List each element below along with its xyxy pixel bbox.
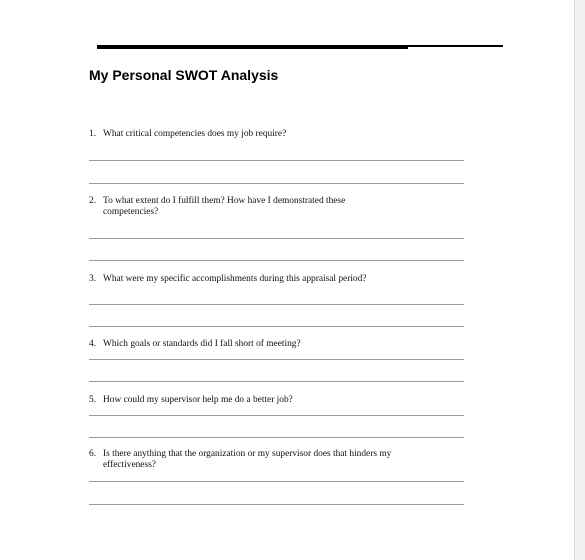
question-text: What were my specific accomplishments during this appraisal period?	[103, 274, 367, 284]
question-number: 4.	[89, 339, 97, 349]
question-text: To what extent do I fulfill them? How have I demonstrated these competencies?	[103, 196, 346, 217]
question-text: What critical competencies does my job require?	[103, 129, 287, 139]
answer-line[interactable]	[89, 238, 464, 239]
question-number: 1.	[89, 129, 97, 139]
answer-line[interactable]	[89, 415, 464, 416]
answer-line[interactable]	[89, 183, 464, 184]
question-number: 3.	[89, 274, 97, 284]
answer-line[interactable]	[89, 260, 464, 261]
question-text: How could my supervisor help me do a better job?	[103, 395, 293, 405]
answer-line[interactable]	[89, 481, 464, 482]
question-number: 2.	[89, 196, 97, 206]
answer-line[interactable]	[89, 304, 464, 305]
answer-line[interactable]	[89, 437, 464, 438]
page-title: My Personal SWOT Analysis	[89, 67, 279, 83]
header-rule-thick	[97, 45, 408, 49]
question-text: Is there anything that the organization or my supervisor does that hinders my effectiveness?	[103, 449, 392, 470]
answer-line[interactable]	[89, 381, 464, 382]
answer-line[interactable]	[89, 326, 464, 327]
answer-line[interactable]	[89, 359, 464, 360]
question-text: Which goals or standards did I fall short of meeting?	[103, 339, 301, 349]
question-number: 5.	[89, 395, 97, 405]
answer-line[interactable]	[89, 160, 464, 161]
question-number: 6.	[89, 449, 97, 459]
answer-line[interactable]	[89, 504, 464, 505]
header-rule-thin	[408, 45, 503, 47]
